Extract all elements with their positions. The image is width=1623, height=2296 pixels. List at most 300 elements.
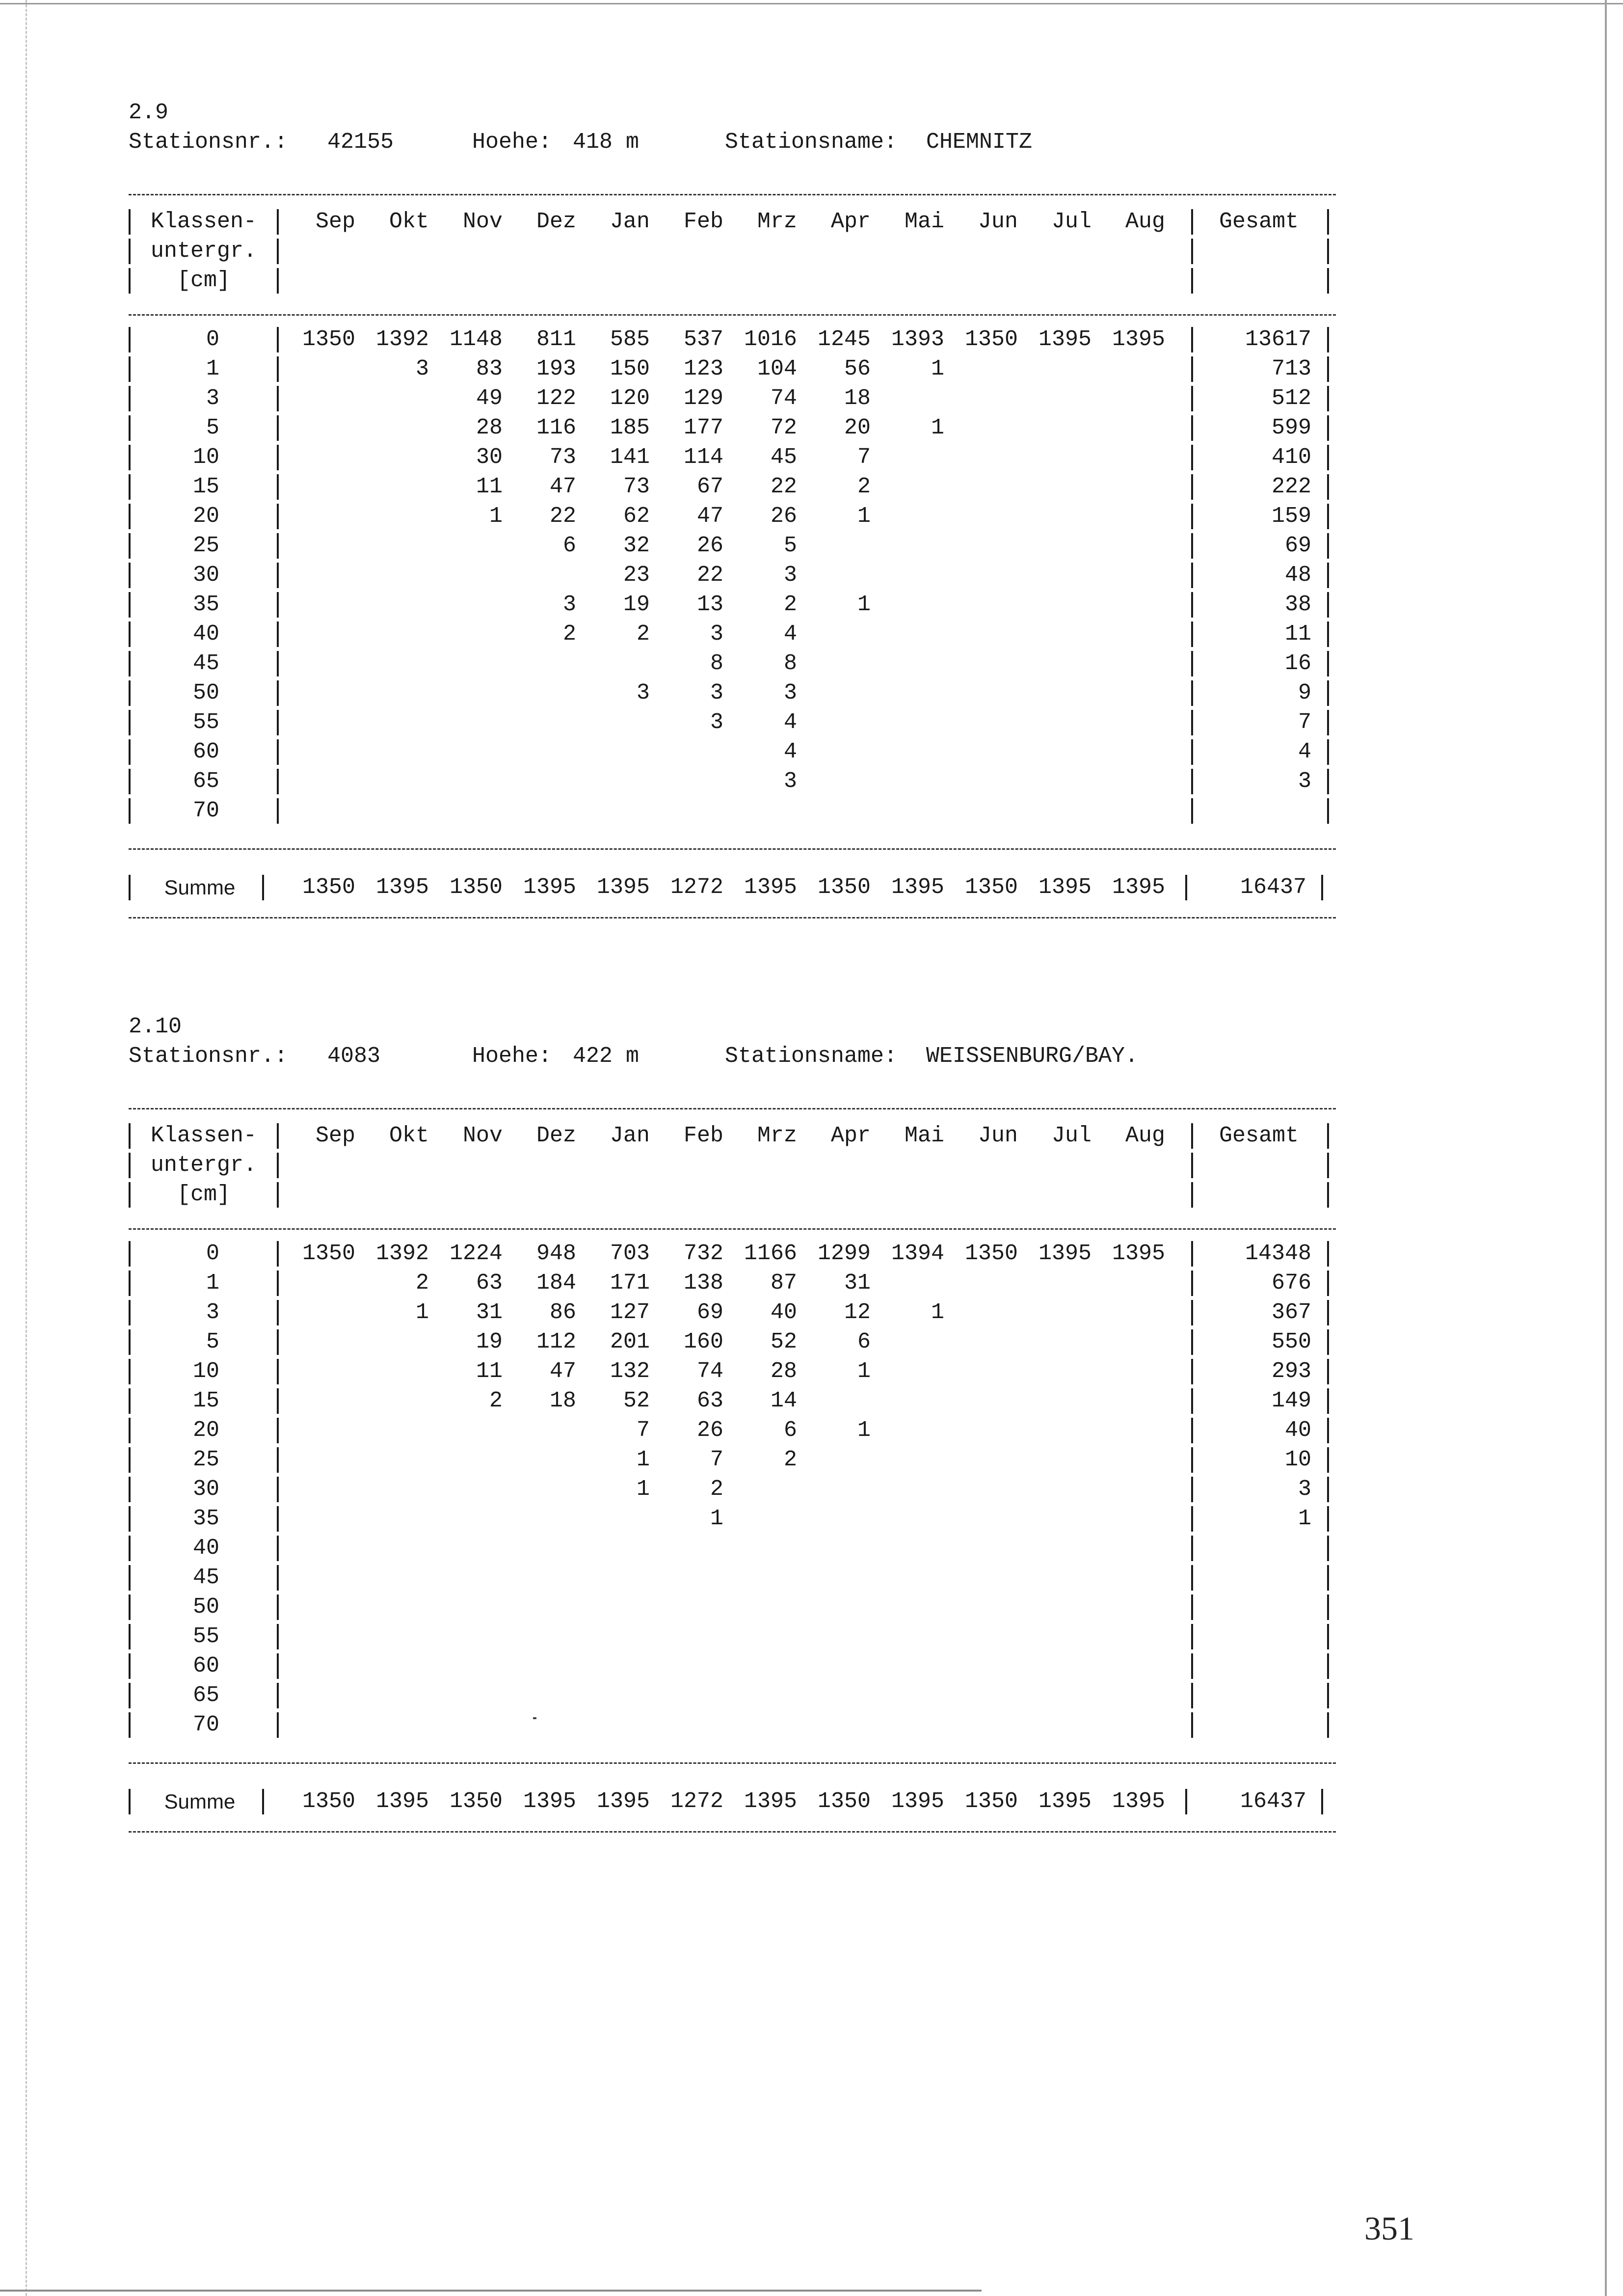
column-divider: [1327, 1477, 1329, 1502]
sum-value: 1395: [375, 1789, 429, 1814]
height-label: Hoehe:: [472, 130, 552, 155]
month-value: 1: [931, 415, 944, 440]
month-header: Mai: [904, 209, 944, 234]
class-header-label: untergr.: [150, 239, 257, 264]
column-divider: [277, 710, 279, 735]
month-value: 1: [857, 504, 871, 529]
column-divider: [1191, 1153, 1193, 1178]
column-divider: [1191, 739, 1193, 765]
total-value: 48: [1284, 563, 1311, 588]
column-divider: [129, 592, 131, 618]
class-header-label: untergr.: [150, 1153, 257, 1178]
column-divider: [129, 1300, 131, 1325]
section-number: 2.10: [129, 1014, 182, 1039]
column-divider: [1327, 445, 1329, 470]
class-value: 10: [192, 1359, 219, 1384]
column-divider: [1191, 592, 1193, 618]
column-divider: [129, 875, 131, 900]
month-value: 31: [844, 1270, 871, 1296]
month-value: 1016: [744, 327, 797, 352]
column-divider: [1327, 1123, 1329, 1149]
column-divider: [277, 1241, 279, 1267]
column-divider: [277, 268, 279, 294]
total-value: 512: [1271, 386, 1311, 411]
class-value: 3: [206, 386, 219, 411]
total-value: 38: [1284, 592, 1311, 617]
class-value: 25: [192, 533, 219, 558]
column-divider: [129, 1536, 131, 1561]
month-header: Mrz: [757, 1123, 797, 1148]
column-divider: [277, 739, 279, 765]
column-divider: [129, 563, 131, 588]
column-divider: [129, 1789, 131, 1814]
sum-label: Summe: [164, 876, 236, 899]
month-value: 2: [415, 1270, 429, 1296]
month-value: 8: [710, 651, 723, 676]
table-row: [129, 1681, 1336, 1710]
column-divider: [1191, 445, 1193, 470]
table-row: [129, 1386, 1336, 1416]
month-value: 1350: [964, 1241, 1018, 1266]
column-divider: [277, 1123, 279, 1149]
class-value: 60: [192, 739, 219, 764]
month-value: 2: [636, 621, 650, 647]
total-value: 550: [1271, 1329, 1311, 1354]
month-value: 184: [536, 1270, 576, 1296]
month-header: Mai: [904, 1123, 944, 1148]
header-row: [129, 266, 1336, 296]
month-value: 45: [770, 445, 797, 470]
column-divider: [1327, 268, 1329, 294]
month-value: 20: [844, 415, 871, 440]
month-value: 3: [783, 769, 797, 794]
column-divider: [277, 680, 279, 706]
table-row: [129, 590, 1336, 620]
month-value: 26: [696, 533, 723, 558]
class-value: 10: [192, 445, 219, 470]
month-value: 811: [536, 327, 576, 352]
column-divider: [1191, 533, 1193, 559]
column-divider: [1327, 739, 1329, 765]
column-divider: [129, 680, 131, 706]
month-value: 18: [549, 1388, 576, 1413]
month-value: 47: [549, 1359, 576, 1384]
month-value: 7: [636, 1418, 650, 1443]
column-divider: [129, 1418, 131, 1443]
month-header: Jan: [610, 209, 650, 234]
scan-speck: [533, 1717, 536, 1719]
column-divider: [1327, 533, 1329, 559]
column-divider: [1191, 651, 1193, 676]
station-name: CHEMNITZ: [926, 130, 1033, 155]
sum-value: 1350: [964, 1789, 1018, 1814]
table-row: [129, 472, 1336, 502]
month-value: 8: [783, 651, 797, 676]
class-header-label: [cm]: [177, 268, 231, 293]
sum-value: 1395: [891, 1789, 944, 1814]
column-divider: [1327, 710, 1329, 735]
column-divider: [129, 209, 131, 235]
column-divider: [277, 327, 279, 352]
column-divider: [1327, 1182, 1329, 1208]
month-value: 2: [857, 474, 871, 499]
sum-value: 1350: [302, 875, 355, 900]
sum-value: 1350: [817, 1789, 871, 1814]
month-value: 1: [857, 1418, 871, 1443]
column-divider: [277, 1182, 279, 1208]
table-row: [129, 678, 1336, 708]
table-row: [129, 1563, 1336, 1593]
station-number: 4083: [327, 1044, 381, 1069]
column-divider: [1327, 1624, 1329, 1649]
column-divider: [129, 651, 131, 676]
column-divider: [1327, 651, 1329, 676]
month-value: 1395: [1038, 1241, 1091, 1266]
month-value: 585: [610, 327, 650, 352]
total-value: 149: [1271, 1388, 1311, 1413]
column-divider: [277, 798, 279, 824]
class-value: 45: [192, 1565, 219, 1590]
table-row: [129, 413, 1336, 443]
class-value: 55: [192, 710, 219, 735]
month-value: 1299: [817, 1241, 871, 1266]
class-header-label: [cm]: [177, 1182, 231, 1207]
sum-value: 1272: [670, 1789, 723, 1814]
column-divider: [1327, 1594, 1329, 1620]
month-value: 1392: [375, 1241, 429, 1266]
class-value: 20: [192, 504, 219, 529]
month-value: 62: [623, 504, 650, 529]
month-value: 122: [536, 386, 576, 411]
height-label: Hoehe:: [472, 1044, 552, 1069]
total-value: 9: [1298, 680, 1311, 705]
class-value: 0: [206, 1241, 219, 1266]
month-value: 948: [536, 1241, 576, 1266]
column-divider: [277, 1536, 279, 1561]
table-row: [129, 502, 1336, 531]
table-row: [129, 1239, 1336, 1269]
month-header: Jun: [978, 1123, 1018, 1148]
column-divider: [1191, 209, 1193, 235]
month-value: 69: [696, 1300, 723, 1325]
column-divider: [129, 710, 131, 735]
total-value: 3: [1298, 769, 1311, 794]
column-divider: [129, 1182, 131, 1208]
column-divider: [129, 1241, 131, 1267]
table-header: [129, 207, 1336, 296]
column-divider: [277, 1594, 279, 1620]
station-name-label: Stationsname:: [725, 130, 898, 155]
month-value: 3: [710, 680, 723, 705]
month-value: 732: [683, 1241, 723, 1266]
table-bottom-rule: [129, 917, 1336, 918]
month-header: Dez: [536, 209, 576, 234]
column-divider: [129, 1653, 131, 1679]
section-number: 2.9: [129, 100, 169, 125]
column-divider: [277, 1447, 279, 1473]
class-value: 40: [192, 621, 219, 647]
class-value: 25: [192, 1447, 219, 1472]
sum-value: 1395: [1038, 1789, 1091, 1814]
column-divider: [1191, 798, 1193, 824]
table-row: [129, 354, 1336, 384]
month-value: 1: [636, 1447, 650, 1472]
table-row: [129, 1269, 1336, 1298]
table-row: [129, 1504, 1336, 1534]
total-value: 10: [1284, 1447, 1311, 1472]
month-value: 1350: [302, 327, 355, 352]
column-divider: [277, 1418, 279, 1443]
column-divider: [1191, 1712, 1193, 1738]
table-row: [129, 443, 1336, 472]
month-value: 537: [683, 327, 723, 352]
month-header: Aug: [1125, 209, 1165, 234]
month-value: 1350: [302, 1241, 355, 1266]
column-divider: [129, 1447, 131, 1473]
class-value: 30: [192, 1477, 219, 1502]
total-value: 676: [1271, 1270, 1311, 1296]
column-divider: [1327, 356, 1329, 382]
month-value: 26: [696, 1418, 723, 1443]
month-value: 52: [770, 1329, 797, 1354]
column-divider: [1321, 1789, 1323, 1814]
table-row: [129, 1710, 1336, 1740]
column-divider: [1191, 239, 1193, 264]
month-value: 112: [536, 1329, 576, 1354]
month-value: 116: [536, 415, 576, 440]
month-value: 22: [549, 504, 576, 529]
month-value: 19: [623, 592, 650, 617]
column-divider: [1327, 327, 1329, 352]
table-row: [129, 1357, 1336, 1386]
sum-value: 1395: [744, 1789, 797, 1814]
station-number: 42155: [327, 130, 394, 155]
body-bottom-rule: [129, 848, 1336, 850]
column-divider: [1327, 798, 1329, 824]
column-divider: [129, 1388, 131, 1414]
month-value: 22: [770, 474, 797, 499]
month-value: 177: [683, 415, 723, 440]
month-value: 74: [696, 1359, 723, 1384]
month-header: Nov: [462, 209, 503, 234]
total-value: 40: [1284, 1418, 1311, 1443]
month-value: 1395: [1112, 327, 1165, 352]
class-value: 35: [192, 1506, 219, 1531]
sum-value: 1350: [817, 875, 871, 900]
column-divider: [277, 1683, 279, 1708]
month-value: 1148: [449, 327, 503, 352]
sum-value: 1395: [744, 875, 797, 900]
column-divider: [1191, 1447, 1193, 1473]
sum-value: 1395: [1112, 875, 1165, 900]
month-value: 6: [562, 533, 576, 558]
month-header: Aug: [1125, 1123, 1165, 1148]
month-header: Okt: [389, 1123, 429, 1148]
table-row: [129, 796, 1336, 826]
column-divider: [1327, 386, 1329, 411]
height-value: 418 m: [573, 130, 639, 155]
table-row: [129, 1593, 1336, 1622]
column-divider: [277, 1712, 279, 1738]
column-divider: [1191, 356, 1193, 382]
column-divider: [129, 356, 131, 382]
total-value: 11: [1284, 621, 1311, 647]
total-value: 4: [1298, 739, 1311, 764]
class-value: 65: [192, 769, 219, 794]
column-divider: [277, 1565, 279, 1591]
class-value: 40: [192, 1536, 219, 1561]
table-row: [129, 531, 1336, 561]
column-divider: [1185, 875, 1187, 900]
total-value: 367: [1271, 1300, 1311, 1325]
month-value: 74: [770, 386, 797, 411]
column-divider: [277, 415, 279, 441]
class-value: 50: [192, 680, 219, 705]
month-value: 4: [783, 739, 797, 764]
column-divider: [1191, 1270, 1193, 1296]
column-divider: [277, 1153, 279, 1178]
column-divider: [1191, 504, 1193, 529]
column-divider: [1185, 1789, 1187, 1814]
class-value: 70: [192, 1712, 219, 1737]
class-header-label: Klassen-: [150, 1123, 257, 1148]
column-divider: [1327, 1153, 1329, 1178]
column-divider: [1191, 1182, 1193, 1208]
total-value: 3: [1298, 1477, 1311, 1502]
class-value: 70: [192, 798, 219, 823]
column-divider: [1191, 474, 1193, 500]
table-row: [129, 767, 1336, 796]
month-value: 132: [610, 1359, 650, 1384]
total-value: 14348: [1245, 1241, 1311, 1266]
month-value: 1166: [744, 1241, 797, 1266]
column-divider: [129, 1477, 131, 1502]
month-value: 63: [696, 1388, 723, 1413]
column-divider: [129, 239, 131, 264]
column-divider: [1191, 680, 1193, 706]
column-divider: [277, 769, 279, 794]
header-bottom-rule: [129, 314, 1336, 316]
month-value: 1224: [449, 1241, 503, 1266]
column-divider: [277, 445, 279, 470]
column-divider: [277, 1624, 279, 1649]
month-value: 4: [783, 621, 797, 647]
scan-edge-top: [0, 0, 1623, 4]
column-divider: [277, 1300, 279, 1325]
column-divider: [129, 504, 131, 529]
sum-value: 1395: [523, 875, 576, 900]
class-value: 1: [206, 356, 219, 381]
column-divider: [1327, 563, 1329, 588]
sum-row: [129, 1787, 1336, 1816]
table-body: [129, 325, 1336, 826]
month-value: 160: [683, 1329, 723, 1354]
month-value: 2: [710, 1477, 723, 1502]
month-value: 1: [489, 504, 503, 529]
column-divider: [1327, 1241, 1329, 1267]
total-value: 293: [1271, 1359, 1311, 1384]
station-section: [129, 1012, 1336, 1814]
sum-value: 1395: [523, 1789, 576, 1814]
month-value: 1: [857, 592, 871, 617]
sum-row: [129, 873, 1336, 902]
class-value: 60: [192, 1653, 219, 1678]
column-divider: [129, 415, 131, 441]
column-divider: [129, 1153, 131, 1178]
month-header: Feb: [683, 1123, 723, 1148]
column-divider: [1327, 1359, 1329, 1384]
month-value: 11: [476, 1359, 503, 1384]
month-value: 1393: [891, 327, 944, 352]
month-value: 5: [783, 533, 797, 558]
column-divider: [277, 592, 279, 618]
month-value: 1245: [817, 327, 871, 352]
month-value: 30: [476, 445, 503, 470]
month-header: Jul: [1051, 209, 1091, 234]
column-divider: [129, 1329, 131, 1355]
table-row: [129, 1298, 1336, 1327]
month-value: 52: [623, 1388, 650, 1413]
month-value: 3: [710, 710, 723, 735]
class-value: 15: [192, 474, 219, 499]
table-top-rule: [129, 1108, 1336, 1109]
month-value: 40: [770, 1300, 797, 1325]
month-value: 86: [549, 1300, 576, 1325]
month-header: Okt: [389, 209, 429, 234]
column-divider: [262, 1789, 264, 1814]
header-row: [129, 207, 1336, 237]
total-header: Gesamt: [1219, 209, 1299, 234]
column-divider: [1327, 1300, 1329, 1325]
column-divider: [1191, 1359, 1193, 1384]
total-value: 713: [1271, 356, 1311, 381]
column-divider: [1327, 1506, 1329, 1532]
class-header-label: Klassen-: [150, 209, 257, 234]
column-divider: [277, 1653, 279, 1679]
month-value: 28: [476, 415, 503, 440]
sum-value: 1395: [596, 1789, 650, 1814]
column-divider: [277, 1477, 279, 1502]
month-value: 7: [710, 1447, 723, 1472]
total-value: 13617: [1245, 327, 1311, 352]
column-divider: [1191, 621, 1193, 647]
sum-value: 1350: [964, 875, 1018, 900]
table-row: [129, 1475, 1336, 1504]
sum-value: 1395: [375, 875, 429, 900]
month-value: 11: [476, 474, 503, 499]
month-value: 32: [623, 533, 650, 558]
month-value: 1394: [891, 1241, 944, 1266]
column-divider: [1191, 386, 1193, 411]
table-top-rule: [129, 194, 1336, 195]
header-row: [129, 1151, 1336, 1180]
column-divider: [129, 1683, 131, 1708]
month-value: 141: [610, 445, 650, 470]
column-divider: [129, 327, 131, 352]
header-bottom-rule: [129, 1228, 1336, 1230]
station-name-label: Stationsname:: [725, 1044, 898, 1069]
month-value: 47: [696, 504, 723, 529]
table-row: [129, 561, 1336, 590]
class-value: 3: [206, 1300, 219, 1325]
month-value: 138: [683, 1270, 723, 1296]
column-divider: [129, 1712, 131, 1738]
column-divider: [1191, 1388, 1193, 1414]
column-divider: [1191, 1506, 1193, 1532]
month-value: 23: [623, 563, 650, 588]
total-value: 222: [1271, 474, 1311, 499]
month-value: 6: [857, 1329, 871, 1354]
